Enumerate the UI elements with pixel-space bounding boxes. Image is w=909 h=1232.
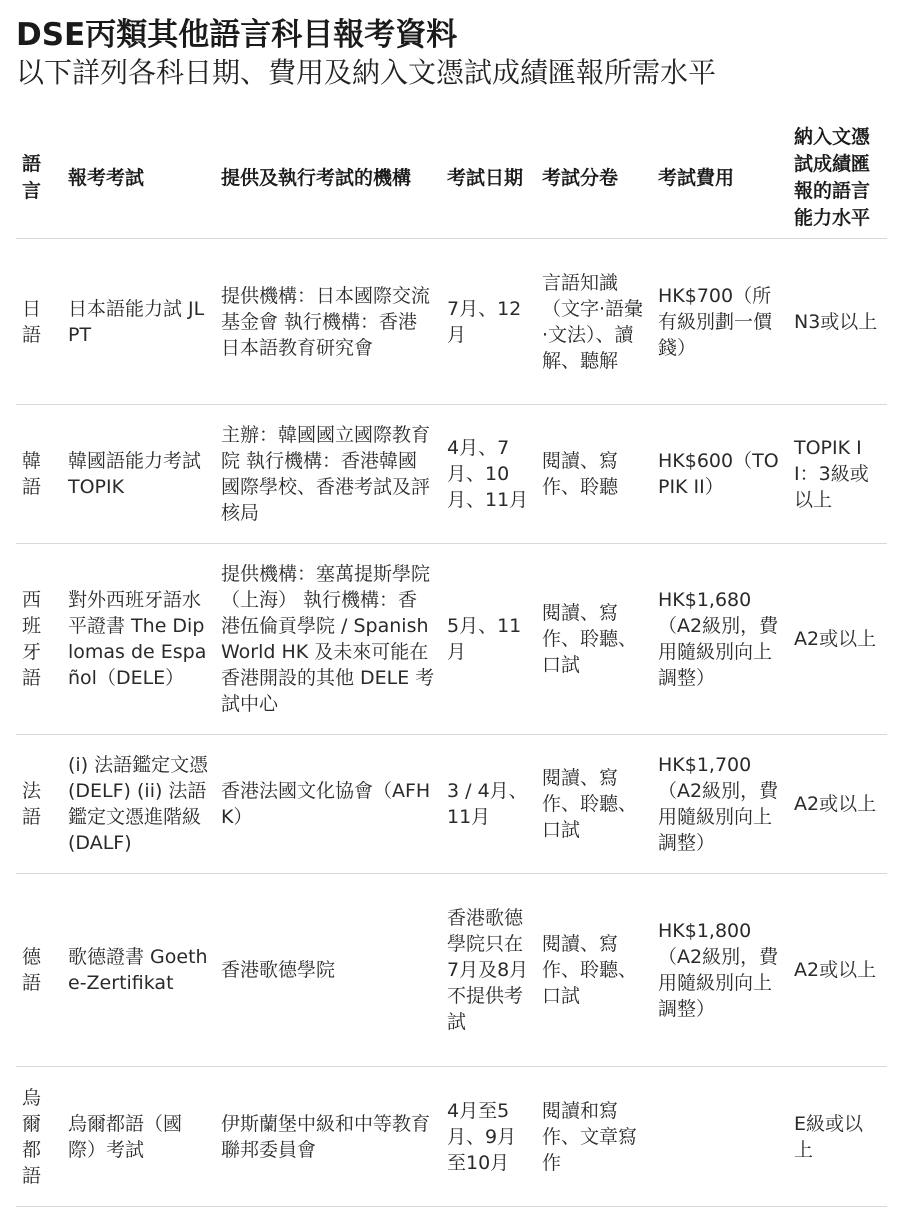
table-row bbox=[16, 874, 887, 1067]
table-row bbox=[16, 1067, 887, 1207]
cell-language: 日語 bbox=[16, 239, 62, 405]
cell-exam: 對外西班牙語水平證書 The Diplomas de Español（DELE） bbox=[62, 544, 215, 735]
page-subtitle: 以下詳列各科日期、費用及納入文憑試成績匯報所需水平 bbox=[16, 56, 717, 89]
cell-language: 西班牙語 bbox=[16, 544, 62, 735]
cell-papers: 閱讀、寫作、聆聽 bbox=[536, 405, 652, 544]
cell-language: 烏爾都語 bbox=[16, 1067, 62, 1207]
cell-level: E級或以上 bbox=[788, 1067, 887, 1207]
cell-provider: 香港歌德學院 bbox=[215, 874, 441, 1067]
cell-papers: 言語知識（文字·語彙·文法）、讀解、聽解 bbox=[536, 239, 652, 405]
cell-level: A2或以上 bbox=[788, 735, 887, 874]
cell-fee: HK$1,680（A2級別，費用隨級別向上調整） bbox=[652, 544, 788, 735]
cell-date: 3 / 4月、11月 bbox=[441, 735, 536, 874]
cell-exam: 韓國語能力考試TOPIK bbox=[62, 405, 215, 544]
cell-language: 德語 bbox=[16, 874, 62, 1067]
cell-exam: 日本語能力試 JLPT bbox=[62, 239, 215, 405]
header-exam: 報考考試 bbox=[62, 118, 215, 239]
cell-exam: 烏爾都語（國際）考試 bbox=[62, 1067, 215, 1207]
exam-info-table bbox=[16, 118, 887, 1207]
table-row bbox=[16, 239, 887, 405]
cell-level: A2或以上 bbox=[788, 544, 887, 735]
header-fee: 考試費用 bbox=[652, 118, 788, 239]
cell-language: 法語 bbox=[16, 735, 62, 874]
cell-exam: (i) 法語鑑定文憑 (DELF) (ii) 法語鑑定文憑進階級 (DALF) bbox=[62, 735, 215, 874]
cell-fee bbox=[652, 1067, 788, 1207]
cell-date: 4月、7月、10月、11月 bbox=[441, 405, 536, 544]
cell-fee: HK$1,700（A2級別，費用隨級別向上調整） bbox=[652, 735, 788, 874]
cell-date: 香港歌德學院只在7月及8月不提供考試 bbox=[441, 874, 536, 1067]
table-row bbox=[16, 544, 887, 735]
cell-date: 4月至5月、9月至10月 bbox=[441, 1067, 536, 1207]
cell-fee: HK$700（所有級別劃一價錢） bbox=[652, 239, 788, 405]
cell-provider: 香港法國文化協會（AFHK） bbox=[215, 735, 441, 874]
cell-date: 5月、11月 bbox=[441, 544, 536, 735]
cell-date: 7月、12月 bbox=[441, 239, 536, 405]
table-row bbox=[16, 405, 887, 544]
cell-level: N3或以上 bbox=[788, 239, 887, 405]
header-provider: 提供及執行考試的機構 bbox=[215, 118, 441, 239]
cell-fee: HK$600（TOPIK II） bbox=[652, 405, 788, 544]
cell-papers: 閱讀和寫作、文章寫作 bbox=[536, 1067, 652, 1207]
cell-exam: 歌德證書 Goethe-Zertifikat bbox=[62, 874, 215, 1067]
header-date: 考試日期 bbox=[441, 118, 536, 239]
cell-papers: 閱讀、寫作、聆聽、口試 bbox=[536, 874, 652, 1067]
cell-provider: 伊斯蘭堡中級和中等教育聯邦委員會 bbox=[215, 1067, 441, 1207]
cell-provider: 提供機構：日本國際交流基金會 執行機構：香港日本語教育研究會 bbox=[215, 239, 441, 405]
cell-provider: 提供機構：塞萬提斯學院（上海） 執行機構：香港伍倫貢學院 / Spanish World HK 及未來可能在香港開設的其他 DELE 考試中心 bbox=[215, 544, 441, 735]
header-level: 納入文憑試成績匯報的語言能力水平 bbox=[788, 118, 887, 239]
cell-papers: 閱讀、寫作、聆聽、口試 bbox=[536, 735, 652, 874]
cell-provider: 主辦：韓國國立國際教育院 執行機構：香港韓國國際學校、香港考試及評核局 bbox=[215, 405, 441, 544]
header-language: 語言 bbox=[16, 118, 62, 239]
cell-level: A2或以上 bbox=[788, 874, 887, 1067]
cell-language: 韓語 bbox=[16, 405, 62, 544]
page-title: DSE丙類其他語言科目報考資料 bbox=[16, 17, 458, 53]
table-header-row bbox=[16, 118, 887, 239]
header-papers: 考試分卷 bbox=[536, 118, 652, 239]
cell-level: TOPIK II：3級或以上 bbox=[788, 405, 887, 544]
cell-papers: 閱讀、寫作、聆聽、口試 bbox=[536, 544, 652, 735]
cell-fee: HK$1,800（A2級別，費用隨級別向上調整） bbox=[652, 874, 788, 1067]
table-row bbox=[16, 735, 887, 874]
